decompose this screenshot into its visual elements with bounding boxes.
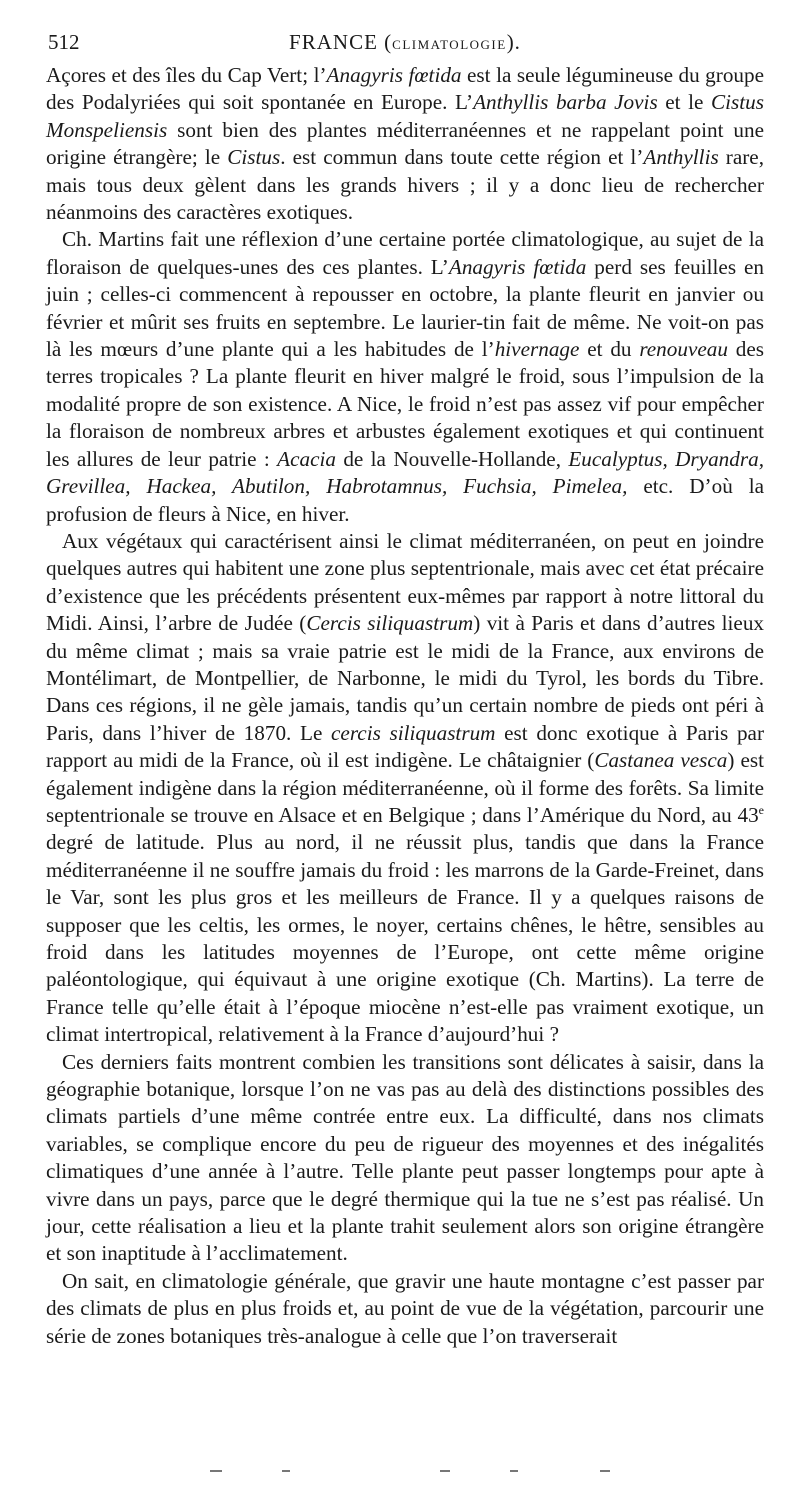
paragraph-5	[46, 1268, 764, 1350]
species-name: Eucalyptus, Dryandra, Grevillea, Hackea, Abutilon, Habrotamnus, Fuchsia, Pimelea,	[46, 446, 764, 499]
species-name: cercis siliquastrum	[331, 720, 496, 745]
text-run: de la Nouvelle-Hollande,	[335, 446, 569, 471]
text-run: ) vit à Paris et dans d’autres lieux du même climat ; mais sa vraie patrie est le midi de la France, aux environs de Montélimart, de Montpellier, de Narbonne, le midi du Tyrol, les bords du Tibre. Dans ces régions, il ne gèle jamais, tandis qu’un certain nombre de pieds ont péri à Paris, dans l’hiver de 1870. Le	[46, 611, 765, 745]
text-run: rare, mais tous deux gèlent dans les grands hivers ; il y a donc lieu de rechercher néanmoins des caractères exotiques.	[46, 145, 764, 225]
species-name: Cistus Monspeliensis	[46, 90, 765, 142]
paragraph-3	[46, 528, 764, 1049]
italic-term: hivernage	[494, 337, 580, 362]
text-run: Ch. Martins fait une réflexion d’une certaine portée climatologique, au sujet de la floraison de quelques-unes des ces plantes. L’	[46, 227, 764, 279]
book-page	[46, 30, 764, 1350]
text-run: est donc exotique à Paris par rapport au midi de la France, où il est indigène. Le châtaignier (	[46, 720, 764, 773]
paragraph-4	[46, 1049, 764, 1268]
text-run: perd ses feuilles en juin ; celles-ci commencent à repousser en octobre, la plante fleurit en janvier ou février et mûrit ses fruits en septembre. Le laurier-tin fait de même. Ne voit-on pas là les mœurs d’une plante qui a les habitudes de l’	[46, 254, 765, 362]
footer-print-marks	[190, 1470, 630, 1474]
page-number: 512	[48, 30, 80, 54]
species-name: Cercis siliquastrum	[306, 611, 474, 636]
print-mark	[282, 1470, 290, 1472]
text-run: est la seule légumineuse du groupe des Podalyriées qui soit spontanée en Europe. L’	[46, 63, 765, 115]
running-title-smallcaps: CLIMATOLOGIE	[392, 37, 507, 52]
print-mark	[210, 1470, 222, 1472]
superscript: e	[758, 802, 764, 817]
running-title	[46, 30, 764, 55]
text-run: Ces derniers faits montrent combien les transitions sont délicates à saisir, dans la géographie botanique, lorsque l’on ne vas pas au delà des distinctions possibles des climats partiels d’une même contrée entre eux. La difficulté, dans nos climats variables, se complique encore du peu de rigueur des moyennes et des inégalités climatiques d’une année à l’autre. Telle plante peut passer longtemps pour apte à vivre dans un pays, parce que le degré thermique qui la tue ne s’est pas réalisé. Un jour, cette réalisation a lieu et la plante trahit seulement alors son origine étrangère et son inaptitude à l’acclimatement.	[46, 1049, 764, 1266]
text-run: sont bien des plantes méditerranéennes et ne rappelant point une origine étrangère; le	[46, 117, 764, 170]
text-run: . est commun dans toute cette région et l’	[280, 145, 644, 170]
species-name: Anagyris fœtida	[448, 254, 587, 279]
print-mark	[510, 1470, 518, 1472]
species-name: Cistus	[227, 145, 281, 170]
text-run: des terres tropicales ? La plante fleurit en hiver malgré le froid, sous l’impulsion de la modalité propre de son existence. A Nice, le froid n’est pas assez vif pour empêcher la floraison de nombreux arbres et arbustes également exotiques et qui continuent les allures de leur patrie :	[46, 337, 764, 471]
species-name: Castanea vesca	[594, 748, 728, 773]
text-run: Açores et des îles du Cap Vert; l’	[46, 63, 327, 87]
text-run: Aux végétaux qui caractérisent ainsi le climat méditerranéen, on peut en joindre quelques autres qui habitent une zone plus septentrionale, mais avec cet état précaire d’existence que les précédents présentent eux-mêmes par rapport à notre littoral du Midi. Ainsi, l’arbre de Judée (	[46, 528, 764, 636]
text-run: degré de latitude. Plus au nord, il ne réussit plus, tandis que dans la France méditerranéenne il ne souffre jamais du froid : les marrons de la Garde-Freinet, dans le Var, sont les plus gros et les meilleurs de France. Il y a quelques raisons de supposer que les celtis, les ormes, le noyer, certains chênes, le hêtre, sensibles au froid dans les latitudes moyennes de l’Europe, ont cette même origine paléontologique, qui équivaut à une origine exotique (Ch. Martins). La terre de France telle qu’elle était à l’époque miocène n’est-elle pas vraiment exotique, un climat intertropical, relativement à la France d’aujourd’hui ?	[46, 830, 764, 1047]
species-name: Anthyllis barba Jovis	[473, 90, 658, 115]
text-run: On sait, en climatologie générale, que gravir une haute montagne c’est passer par des climats de plus en plus froids et, au point de vue de la végétation, parcourir une série de zones botaniques très-analogue à celle que l’on traverserait	[46, 1268, 764, 1348]
running-title-end: ).	[506, 30, 521, 54]
text-run: et du	[579, 337, 640, 362]
running-title-main: FRANCE (	[289, 30, 393, 54]
text-run: ) est également indigène dans la région méditerranéenne, où il forme des forêts. Sa limite septentrionale se trouve en Alsace et en Belgique ; dans l’Amérique du Nord, au 43	[46, 748, 764, 827]
print-mark	[440, 1470, 450, 1472]
text-run: et le	[657, 90, 712, 115]
species-name: Acacia	[277, 446, 336, 471]
print-mark	[600, 1470, 610, 1472]
text-run: etc. D’où la profusion de fleurs à Nice, en hiver.	[46, 474, 765, 526]
paragraph-1	[46, 62, 764, 226]
italic-term: renouveau	[639, 337, 728, 362]
species-name: Anthyllis	[643, 145, 719, 170]
species-name: Anagyris fœtida	[326, 63, 462, 87]
paragraph-2	[46, 226, 764, 527]
body-text	[46, 62, 764, 1350]
page-header	[46, 30, 764, 62]
